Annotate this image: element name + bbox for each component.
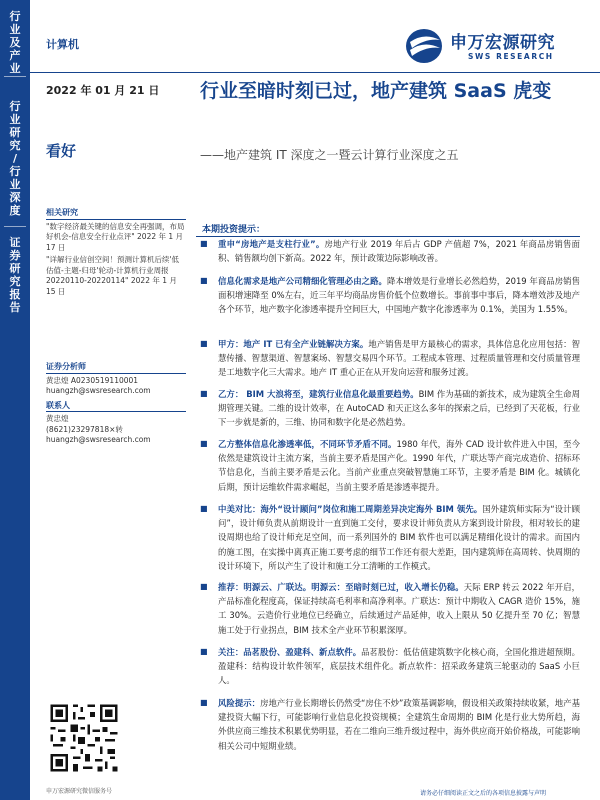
divider: [46, 373, 186, 374]
logo-text-cn: 申万宏源研究: [450, 33, 555, 53]
sidebar-char: 研: [9, 126, 21, 139]
summary-bullet: [200, 696, 580, 753]
industry-label: 计算机: [46, 38, 79, 51]
sidebar-char: 报: [9, 288, 21, 301]
sidebar-char: 行: [9, 10, 21, 23]
sidebar-label-industry: [0, 10, 30, 75]
bullet-body: 房地产行业 2019 年后占 GDP 产值超 7%，2021 年商品房销售面积、销售额均创下新高。2022 年，预计政策边际影响改善。: [218, 239, 581, 264]
sidebar-char: 业: [9, 62, 21, 75]
report-date: 2022 年 01 月 21 日: [46, 84, 160, 97]
summary-heading: 本期投资提示：: [202, 225, 266, 235]
related-research: [46, 208, 186, 297]
related-research-heading: 相关研究: [46, 208, 78, 217]
sidebar-char: 究: [9, 139, 21, 152]
bullet-heading: 中美对比：海外“设计顾问”岗位和施工周期差异决定海外 BIM 领先。: [218, 504, 483, 514]
bullet-body: 天际 ERP 转云 2022 年开启，产品标准化程度高，保证持续高毛利率和高净利率。广联达：预计中期收入 CAGR 造价 15%，施工 30%。云造价行业地位已经确立，后续通过产品延伸，收入上限从 50 亿提升至 70 亿；智慧施工处于行业拐点，BIM 技术全产业环节积累深厚。: [218, 582, 581, 635]
analyst-info: [46, 362, 186, 446]
bullet-heading: 关注：品茗股份、盈建科、新点软件。: [218, 647, 362, 657]
bullet-heading: 乙方整体信息化渗透率低，不同环节矛盾不同。: [218, 439, 397, 449]
bullet-body: 地产销售是甲方最核心的需求，具体信息化应用包括：智慧传播、智慧渠道、智慧案场、智慧交易四个环节。工程成本管理、过程质量管理和交付质量管理是工地数字化三大需求。地产 IT 重心正在从开发向运营和服务过渡。: [218, 339, 580, 378]
sws-logo: [404, 26, 574, 70]
analyst-name: 黄忠煌 A0230519110001: [46, 375, 139, 385]
divider: [46, 411, 186, 412]
contact-heading: 联系人: [46, 400, 70, 410]
analyst-heading: 证券分析师: [46, 362, 86, 371]
contact-phone: (8621)23297818×转: [46, 424, 123, 434]
bullet-icon: ■: [200, 582, 208, 591]
sidebar-divider: [4, 76, 26, 77]
sidebar-char: 究: [9, 275, 21, 288]
bullet-icon: ■: [200, 439, 208, 448]
summary-bullet: [200, 645, 580, 688]
bullet-heading: 重申“房地产是支柱行业”。: [218, 239, 325, 249]
sidebar-char: 度: [9, 204, 21, 217]
qr-code-icon: [48, 702, 120, 774]
report-title: 行业至暗时刻已过，地产建筑 SaaS 虎变: [200, 80, 552, 102]
bullet-icon: ■: [200, 239, 208, 248]
bullet-body: BIM 作为基础的新技术，成为建筑全生命周期管理关键。二维的设计效率，在 AutoCAD 和天正这么多年的探索之后，已经到了天花板，行业下一步就是新的，三维、协同和数字化是必然趋势。: [218, 389, 580, 428]
related-item[interactable]: "数字经济最关键的信息安全再强调，布局好机会-信息安全行业点评" 2022 年 1 月 17 日: [46, 221, 185, 252]
header-rule: [30, 72, 600, 73]
sidebar-char: 及: [9, 36, 21, 49]
bullet-body: 品茗股份：低估值建筑数字化核心商，全国化推进超预期。盈建科：结构设计软件领军，底层技术组件化。新点软件：招采政务建筑三轮驱动的 SaaS 小巨人。: [218, 647, 581, 686]
sidebar-char: 业: [9, 23, 21, 36]
summary-bullet: [200, 337, 580, 380]
sidebar-char: 产: [9, 49, 21, 62]
bullet-icon: ■: [200, 504, 208, 513]
sidebar-label-research-type: [0, 100, 30, 217]
contact-email[interactable]: huangzh@swsresearch.com: [46, 435, 151, 444]
bullet-icon: ■: [200, 698, 208, 707]
bullet-icon: ■: [200, 276, 208, 285]
sidebar-char: 行: [9, 165, 21, 178]
bullet-icon: ■: [200, 339, 208, 348]
bullet-body: 1980 年代，海外 CAD 设计软件进入中国，至今依然是建筑设计主流方案，当前主要矛盾是国产化。1990 年代，广联达等产商完成造价、招标环节信息化，当前主要矛盾是云化。当前产业重点突破智慧施工环节，主要矛盾是 BIM 化。城镇化后期，预计运维软件需求崛起，当前主要矛盾是渗透率提升。: [218, 439, 581, 492]
sidebar-char: /: [12, 152, 18, 165]
sidebar-label-report: [0, 236, 30, 314]
summary-bullet: [200, 274, 580, 317]
sidebar-divider: [4, 226, 26, 227]
bullet-body: 降本增效是行业增长必然趋势，2019 年商品房销售面积增速降至 0%左右，近三年平均商品房售价低个位数增长。事前事中事后，降本增效涉及地产各个环节，地产数字化渗透率提升空间巨大，中国地产数字化渗透率为 0.1%，美国为 1.55%。: [218, 276, 580, 315]
bullet-body: 国外建筑师实际为“设计顾问”，设计师负责从前期设计一直到施工交付，要求设计师负责从方案到设计阶段，相对较长的建设周期也给了设计师充足空间，而一系列国外的 BIM 软件也可以满足精细化设计的需求。而国内的施工图，在实操中离真正施工要考虑的细节工作还有很大差距，国内建筑师在高周转、快周期的设计环境下，所以产生了设计和施工分工清晰的工作模式。: [218, 504, 580, 571]
sidebar-char: 业: [9, 178, 21, 191]
analyst-email[interactable]: huangzh@swsresearch.com: [46, 386, 151, 395]
logo-icon: [404, 26, 448, 66]
sidebar-char: 告: [9, 301, 21, 314]
report-subtitle: ——地产建筑 IT 深度之一暨云计算行业深度之五: [200, 148, 459, 162]
sidebar-char: 业: [9, 113, 21, 126]
bullet-icon: ■: [200, 389, 208, 398]
rating-label: 看好: [46, 142, 77, 160]
related-item[interactable]: "详解行业信创空间！预测计算机后续'低估值-主题-归母'轮动-计算机行业周报 20220110-20220114" 2022 年 1 月 15 日: [46, 255, 180, 296]
bullet-heading: 信息化需求是地产公司精细化管理必由之路。: [218, 276, 388, 286]
logo-text-en: SWS RESEARCH: [468, 52, 554, 61]
sidebar-char: 券: [9, 249, 21, 262]
sidebar-char: 研: [9, 262, 21, 275]
summary-bullet: [200, 237, 580, 265]
bullet-icon: ■: [200, 647, 208, 656]
sidebar-char: 深: [9, 191, 21, 204]
sidebar-char: 证: [9, 236, 21, 249]
bullet-heading: 风险提示：: [218, 698, 261, 708]
divider: [46, 219, 186, 220]
sidebar-char: 行: [9, 100, 21, 113]
contact-name: 黄忠煌: [46, 414, 69, 423]
qr-caption: 申万宏源研究微信服务号: [46, 788, 113, 795]
page-footer: 请务必仔细阅读正文之后的各项信息披露与声明: [420, 790, 547, 797]
summary-bullet: [200, 502, 580, 573]
bullet-heading: 甲方：地产 IT 已有全产业链解决方案。: [218, 339, 369, 349]
summary-bullet: [200, 437, 580, 494]
summary-bullet: [200, 387, 580, 430]
summary-bullet: [200, 580, 580, 637]
bullet-heading: 乙方： BIM 大浪将至，建筑行业信息化最重要趋势。: [218, 389, 419, 399]
bullet-body: 房地产行业长期增长仍然受“房住不炒”政策基调影响，假设相关政策持续收紧，地产基建投资大幅下行，可能影响行业信息化投资规模；全建筑生命周期的 BIM 化是行业大势所趋，海外供应商三维技术积累优势明显，若在二维向三维升级过程中，海外供应商开始价格战，可能影响相关公司中短期业绩。: [218, 698, 580, 751]
bullet-heading: 推荐：明源云、广联达。明源云：至暗时刻已过，收入增长仍稳。: [218, 582, 464, 592]
